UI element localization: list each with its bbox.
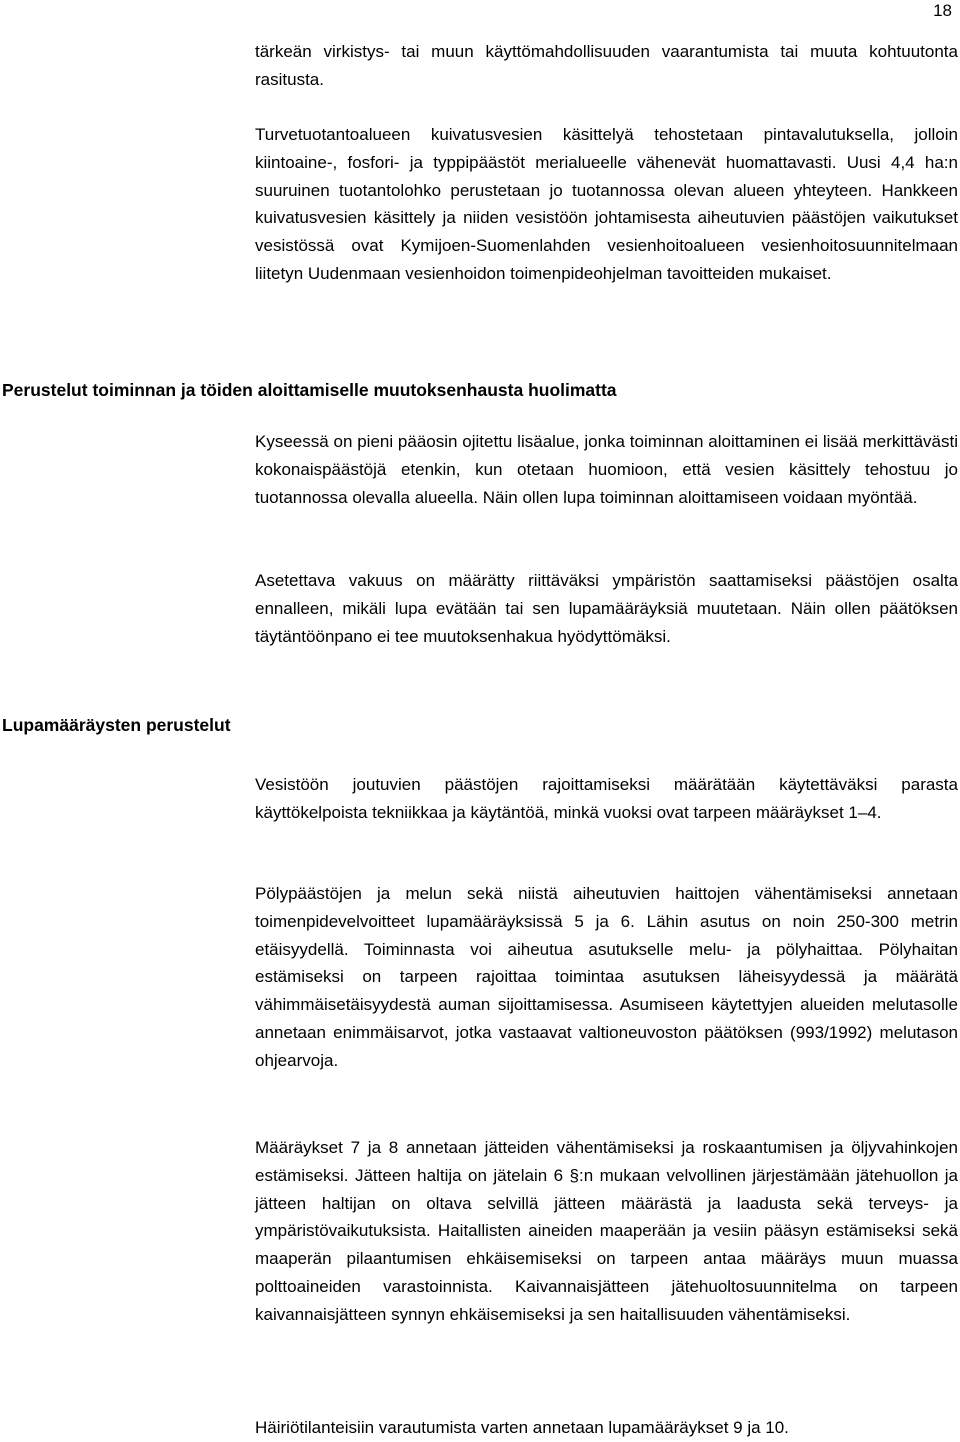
- paragraph-drainage-treatment: Turvetuotantoalueen kuivatusvesien käsittelyä tehostetaan pintavalutuksella, jolloin kiintoaine-, fosfori- ja typpipäästöt merialueelle vähenevät huomattavasti. Uusi 4,4 ha:n suuruinen tuotantolohko perustetaan jo tuotannossa olevan alueen yhteyteen. Hankkeen kuivatusvesien käsittely ja niiden vesistöön johtamisesta aiheutuvien päästöjen vaikutukset vesistössä ovat Kymijoen-Suomenlahden vesienhoitoalueen vesienhoitosuunnitelmaan liitetyn Uudenmaan vesienhoidon toimenpideohjelman tavoitteiden mukaiset.: [255, 125, 958, 283]
- paragraph-emissions-to-water: Vesistöön joutuvien päästöjen rajoittamiseksi määrätään käytettäväksi parasta käyttökelpoista tekniikkaa ja käytäntöä, minkä vuoksi ovat tarpeen määräykset 1–4.: [255, 775, 958, 822]
- page-number: 18: [933, 1, 952, 20]
- paragraph-continued: tärkeän virkistys- tai muun käyttömahdollisuuden vaarantumista tai muuta kohtuutonta rasitusta.: [255, 42, 958, 89]
- heading-start-despite-appeal: Perustelut toiminnan ja töiden aloittamiselle muutoksenhausta huolimatta: [2, 380, 617, 400]
- heading-permit-rationale: Lupamääräysten perustelut: [2, 715, 231, 735]
- paragraph-disturbance: Häiriötilanteisiin varautumista varten annetaan lupamääräykset 9 ja 10.: [255, 1418, 789, 1437]
- paragraph-dust-and-noise: Pölypäästöjen ja melun sekä niistä aiheutuvien haittojen vähentämiseksi annetaan toimenpidevelvoitteet lupamääräyksissä 5 ja 6. Lähin asutus on noin 250-300 metrin etäisyydellä. Toiminnasta voi aiheutua asutukselle melu- ja pölyhaittaa. Pölyhaitan estämiseksi on tarpeen rajoittaa toimintaa asutuksen läheisyydessä ja määrätä vähimmäisetäisyydestä auman sijoittamisessa. Asumiseen käytettyjen alueiden melutasolle annetaan enimmäisarvot, jotka vastaavat valtioneuvoston päätöksen (993/1992) melutason ohjearvoja.: [255, 884, 958, 1070]
- paragraph-small-area: Kyseessä on pieni pääosin ojitettu lisäalue, jonka toiminnan aloittaminen ei lisää merkittävästi kokonaispäästöjä etenkin, kun otetaan huomioon, että vesien käsittely tehostuu jo tuotannossa olevalla alueella. Näin ollen lupa toiminnan aloittamiseen voidaan myöntää.: [255, 432, 958, 507]
- paragraph-waste: Määräykset 7 ja 8 annetaan jätteiden vähentämiseksi ja roskaantumisen ja öljyvahinkojen estämiseksi. Jätteen haltija on jätelain 6 §:n mukaan velvollinen järjestämään jätehuollon ja jätteen haltijan on oltava selvillä jätteen määrästä ja laadusta sekä terveys- ja ympäristövaikutuksista. Haitallisten aineiden maaperään ja vesiin pääsyn estämiseksi sekä maaperän pilaantumisen ehkäisemiseksi on tarpeen antaa määräys muun muassa polttoaineiden varastoinnista. Kaivannaisjätteen jätehuoltosuunnitelma on tarpeen kaivannaisjätteen synnyn ehkäisemiseksi ja sen haitallisuuden vähentämiseksi.: [255, 1138, 958, 1324]
- paragraph-security-deposit: Asetettava vakuus on määrätty riittäväksi ympäristön saattamiseksi päästöjen osalta ennalleen, mikäli lupa evätään tai sen lupamääräyksiä muutetaan. Näin ollen päätöksen täytäntöönpano ei tee muutoksenhakua hyödyttömäksi.: [255, 571, 958, 646]
